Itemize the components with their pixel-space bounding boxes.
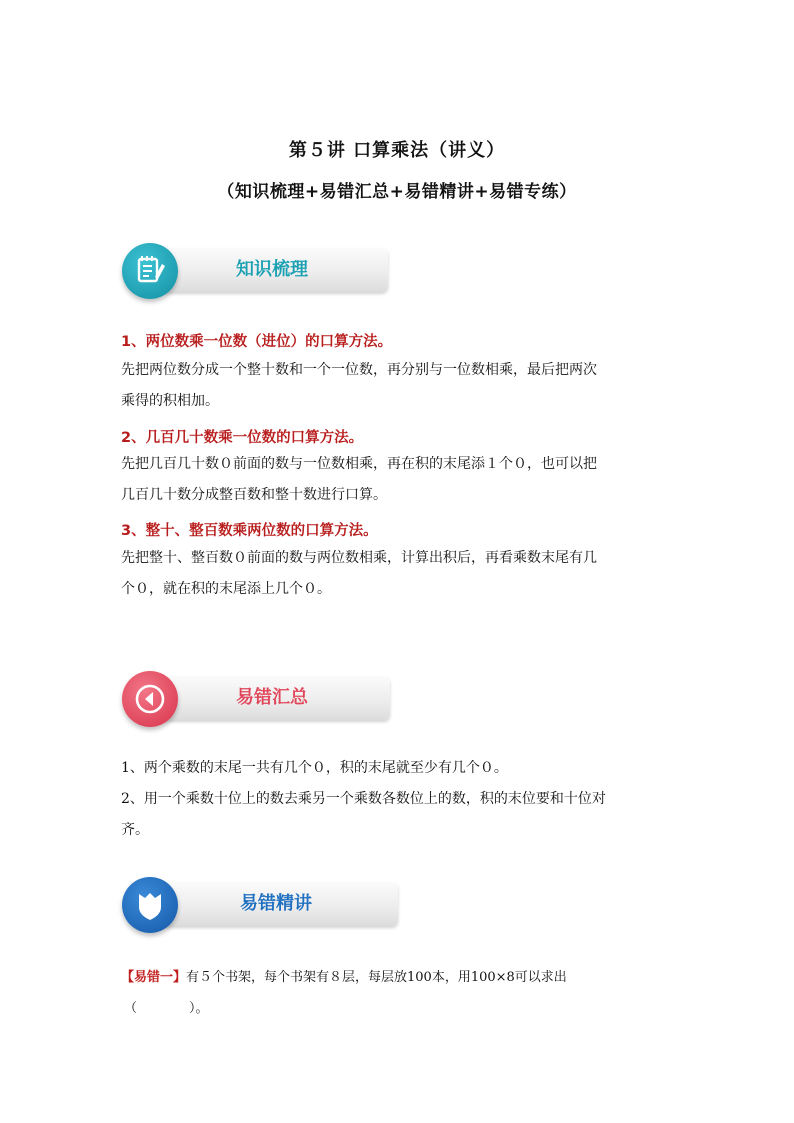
knowledge-banner: [118, 242, 393, 306]
example-blank: （ ）。: [124, 1001, 209, 1016]
shield-icon: [122, 877, 178, 933]
errors-detail-banner: [118, 876, 408, 940]
example-1: [121, 966, 567, 985]
knowledge-heading-1: 1、两位数乘一位数（进位）的口算方法。: [121, 334, 393, 350]
errors-summary-title: 易错汇总: [236, 687, 308, 708]
errors-summary-banner: [118, 670, 398, 734]
notepad-pencil-icon: [122, 243, 178, 299]
page-subtitle: （知识梳理+易错汇总+易错精讲+易错专练）: [217, 182, 577, 202]
knowledge-heading-2: 2、几百几十数乘一位数的口算方法。: [121, 430, 364, 446]
knowledge-title: 知识梳理: [236, 259, 308, 280]
errors-detail-title: 易错精讲: [240, 893, 312, 914]
knowledge-text-3: 先把整十、整百数０前面的数与两位数相乘，计算出积后，再看乘数末尾有几 个０，就在积的末尾添上几个０。: [121, 550, 597, 597]
page-title: 第５讲 口算乘法（讲义）: [288, 140, 506, 161]
knowledge-text-2: 先把几百几十数０前面的数与一位数相乘，再在积的末尾添１个０，也可以把 几百几十数分成整百数和整十数进行口算。: [121, 456, 597, 503]
example-text: 有５个书架，每个书架有８层，每层放100本，用100×8可以求出: [186, 970, 567, 985]
knowledge-heading-3: 3、整十、整百数乘两位数的口算方法。: [121, 523, 378, 539]
errors-summary-text: 1、两个乘数的末尾一共有几个０，积的末尾就至少有几个０。 2、用一个乘数十位上的数去乘另一个乘数各数位上的数，积的末位要和十位对 齐。: [121, 760, 606, 838]
back-arrow-icon: [122, 671, 178, 727]
example-tag: 【易错一】: [121, 970, 187, 985]
knowledge-text-1: 先把两位数分成一个整十数和一个一位数，再分别与一位数相乘，最后把两次 乘得的积相加。: [121, 362, 597, 409]
